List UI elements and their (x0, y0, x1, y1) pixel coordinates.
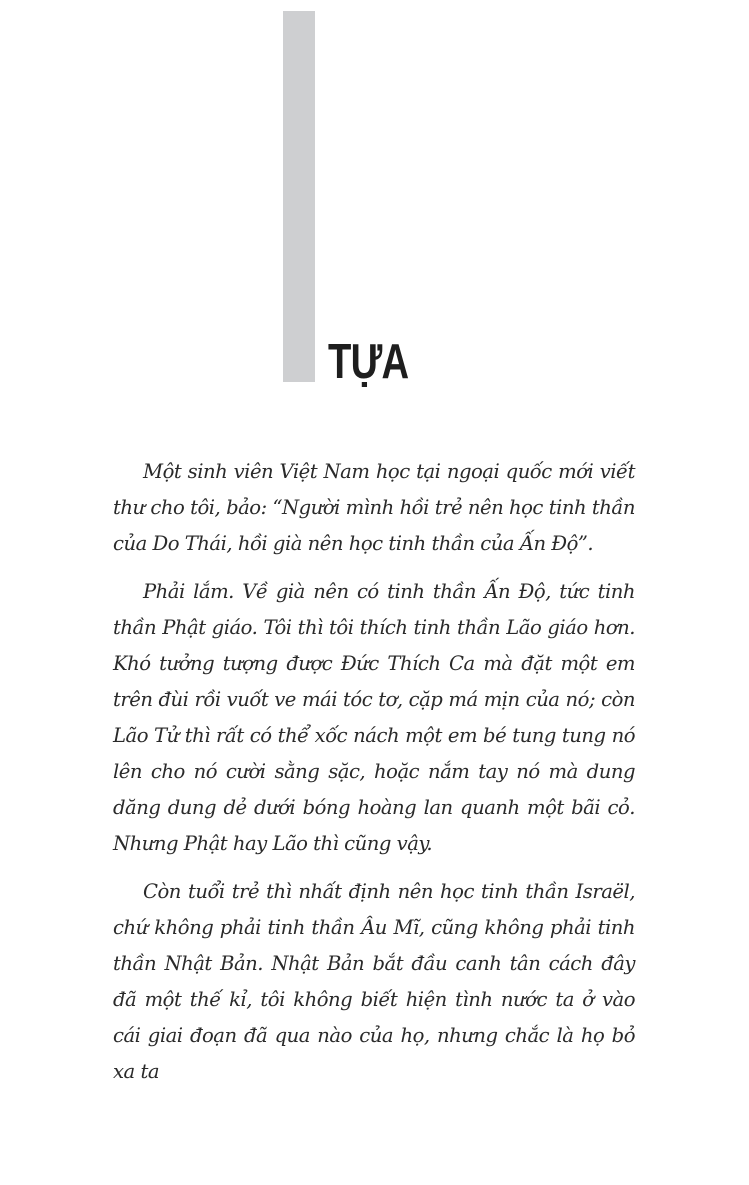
paragraph-3: Còn tuổi trẻ thì nhất định nên học tinh thần Israël, chứ không phải tinh thần Âu Mĩ, cũng không phải tinh thần Nhật Bản. Nhật Bản bắt đầu canh tân cách đây đã một thế kỉ, tôi không biết hiện tình nước ta ở vào cái giai đoạn đã qua nào của họ, nhưng chắc là họ bỏ xa ta (113, 880, 635, 1083)
chapter-title: TỰA (328, 335, 409, 389)
paragraph-1: Một sinh viên Việt Nam học tại ngoại quốc mới viết thư cho tôi, bảo: “Người mình hồi trẻ nên học tinh thần của Do Thái, hồi già nên học tinh thần của Ấn Độ”. (113, 460, 635, 555)
chapter-accent-bar (283, 11, 315, 382)
body-text (113, 454, 635, 1102)
paragraph-2: Phải lắm. Về già nên có tinh thần Ấn Độ, tức tinh thần Phật giáo. Tôi thì tôi thích tinh thần Lão giáo hơn. Khó tưởng tượng được Đức Thích Ca mà đặt một em trên đùi rồi vuốt ve mái tóc tơ, cặp má mịn của nó; còn Lão Tử thì rất có thể xốc nách một em bé tung tung nó lên cho nó cười sằng sặc, hoặc nắm tay nó mà dung dăng dung dẻ dưới bóng hoàng lan quanh một bãi cỏ. Nhưng Phật hay Lão thì cũng vậy. (113, 580, 635, 855)
